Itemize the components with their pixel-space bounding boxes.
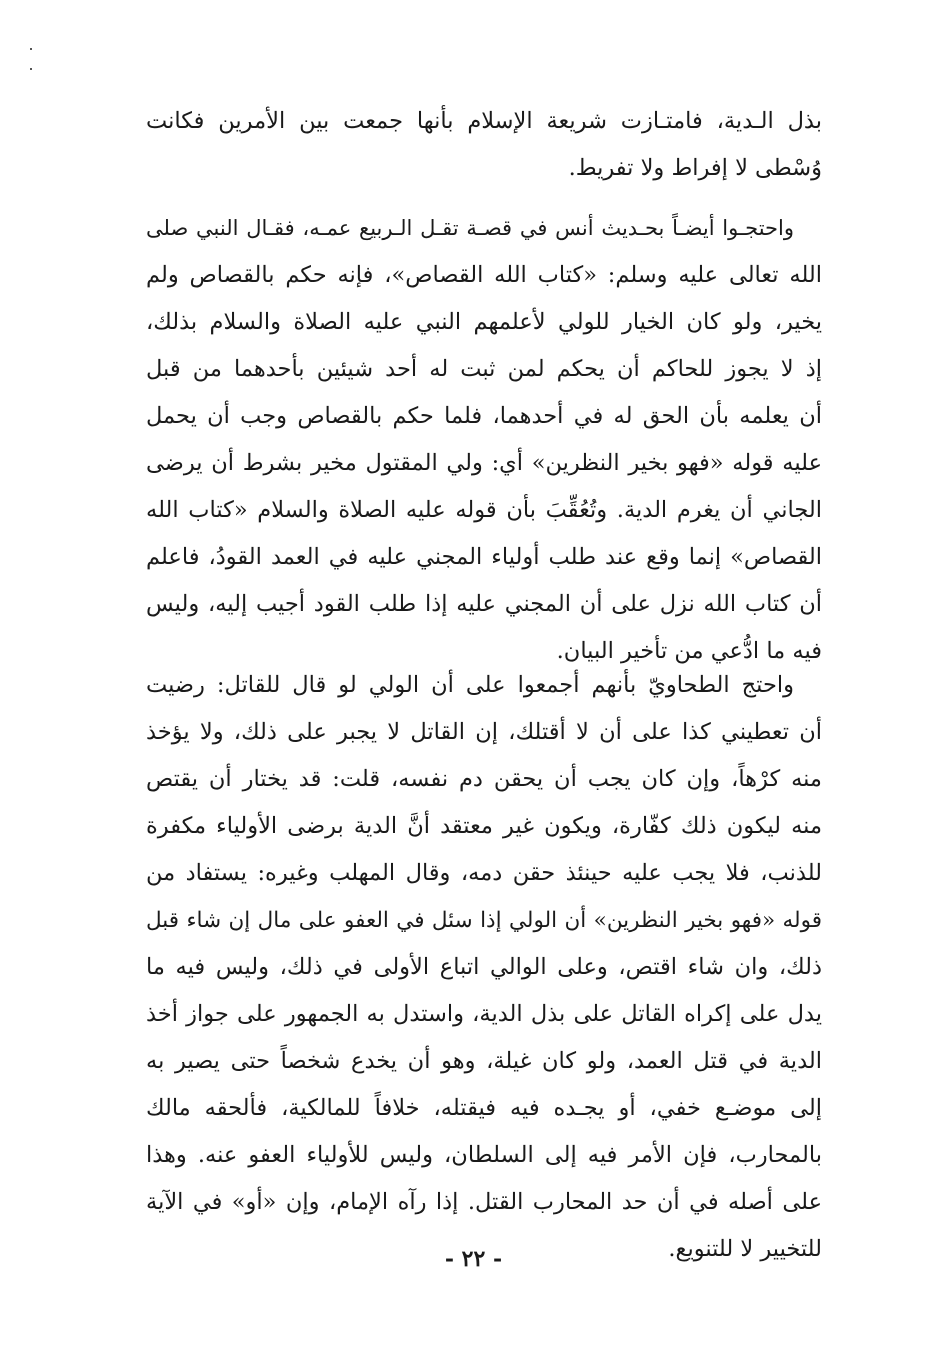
text-line: واحتجـوا أيضـاً بحـديث أنس في قصـة تقـل الـربيع عمـه، فقـال النبي صلى <box>146 216 794 240</box>
paragraph-2 <box>146 205 822 675</box>
text-line: أن يعلمه بأن الحق له في أحدهما، فلما حكم بالقصاص وجب أن يحمل <box>146 403 822 429</box>
text-line: على أصله في أن حد المحارب القتل. إذا رآه الإمام، وإن «أو» في الآية <box>146 1189 822 1215</box>
text-line: أن تعطيني كذا على أن لا أقتلك، إن القاتل لا يجبر على ذلك، ولا يؤخذ <box>146 719 822 745</box>
text-line: بذل الـدية، فامتـازت شريعة الإسلام بأنها جمعت بين الأمرين فكانت <box>146 108 822 134</box>
text-line: منه ليكون ذلك كفّارة، ويكون غير معتقد أنَّ الدية برضى الأولياء مكفرة <box>146 813 822 839</box>
text-line: يدل على إكراه القاتل على بذل الدية، واستدل به الجمهور على جواز أخذ <box>146 1001 822 1027</box>
text-line: واحتج الطحاويّ بأنهم أجمعوا على أن الولي لو قال للقاتل: رضيت <box>146 672 794 698</box>
text-line: يخير، ولو كان الخيار للولي لأعلمهم النبي عليه الصلاة والسلام بذلك، <box>146 309 822 335</box>
text-line: قوله «فهو بخير النظرين» أن الولي إذا سئل في العفو على مال إن شاء قبل <box>146 908 822 933</box>
text-line: الجاني أن يغرم الدية. وتُعُقِّبَ بأن قوله عليه الصلاة والسلام «كتاب الله <box>146 497 822 523</box>
text-line: الله تعالى عليه وسلم: «كتاب الله القصاص»، فإنه حكم بالقصاص ولم <box>146 262 822 288</box>
text-line: فيه ما ادُّعي من تأخير البيان. <box>556 638 822 664</box>
text-line: ذلك، وان شاء اقتص، وعلى الوالي اتباع الأولى في ذلك، وليس فيه ما <box>146 954 822 980</box>
page-number: - ٢٢ - <box>444 1246 503 1272</box>
paragraph-1 <box>146 98 822 192</box>
text-line: منه كرْهاً، وإن كان يجب أن يحقن دم نفسه، قلت: قد يختار أن يقتص <box>146 766 822 792</box>
text-line: وُسْطى لا إفراط ولا تفريط. <box>568 155 822 181</box>
text-line: عليه قوله «فهو بخير النظرين» أي: ولي المقتول مخير بشرط أن يرضى <box>146 450 822 476</box>
paragraph-3 <box>146 662 822 1273</box>
text-line: للذنب، فلا يجب عليه حينئذ حقن دمه، وقال المهلب وغيره: يستفاد من <box>146 860 822 886</box>
text-line: بالمحارب، فإن الأمر فيه إلى السلطان، وليس للأولياء العفو عنه. وهذا <box>146 1142 822 1168</box>
text-line: الدية في قتل العمد، ولو كان غيلة، وهو أن يخدع شخصاً حتى يصير به <box>146 1048 822 1074</box>
text-line: للتخيير لا للتنويع. <box>668 1236 822 1262</box>
scan-margin-marks <box>30 48 32 78</box>
text-line: القصاص» إنما وقع عند طلب أولياء المجني عليه في العمد القودُ، فاعلم <box>146 544 822 570</box>
text-line: إلى موضـع خفي، أو يجـده فيه فيقتله، خلافاً للمالكية، فألحقه مالك <box>146 1095 822 1121</box>
text-line: أن كتاب الله نزل على أن المجني عليه إذا طلب القود أجيب إليه، وليس <box>146 591 822 617</box>
text-line: إذ لا يجوز للحاكم أن يحكم لمن ثبت له أحد شيئين بأحدهما من قبل <box>146 356 822 382</box>
